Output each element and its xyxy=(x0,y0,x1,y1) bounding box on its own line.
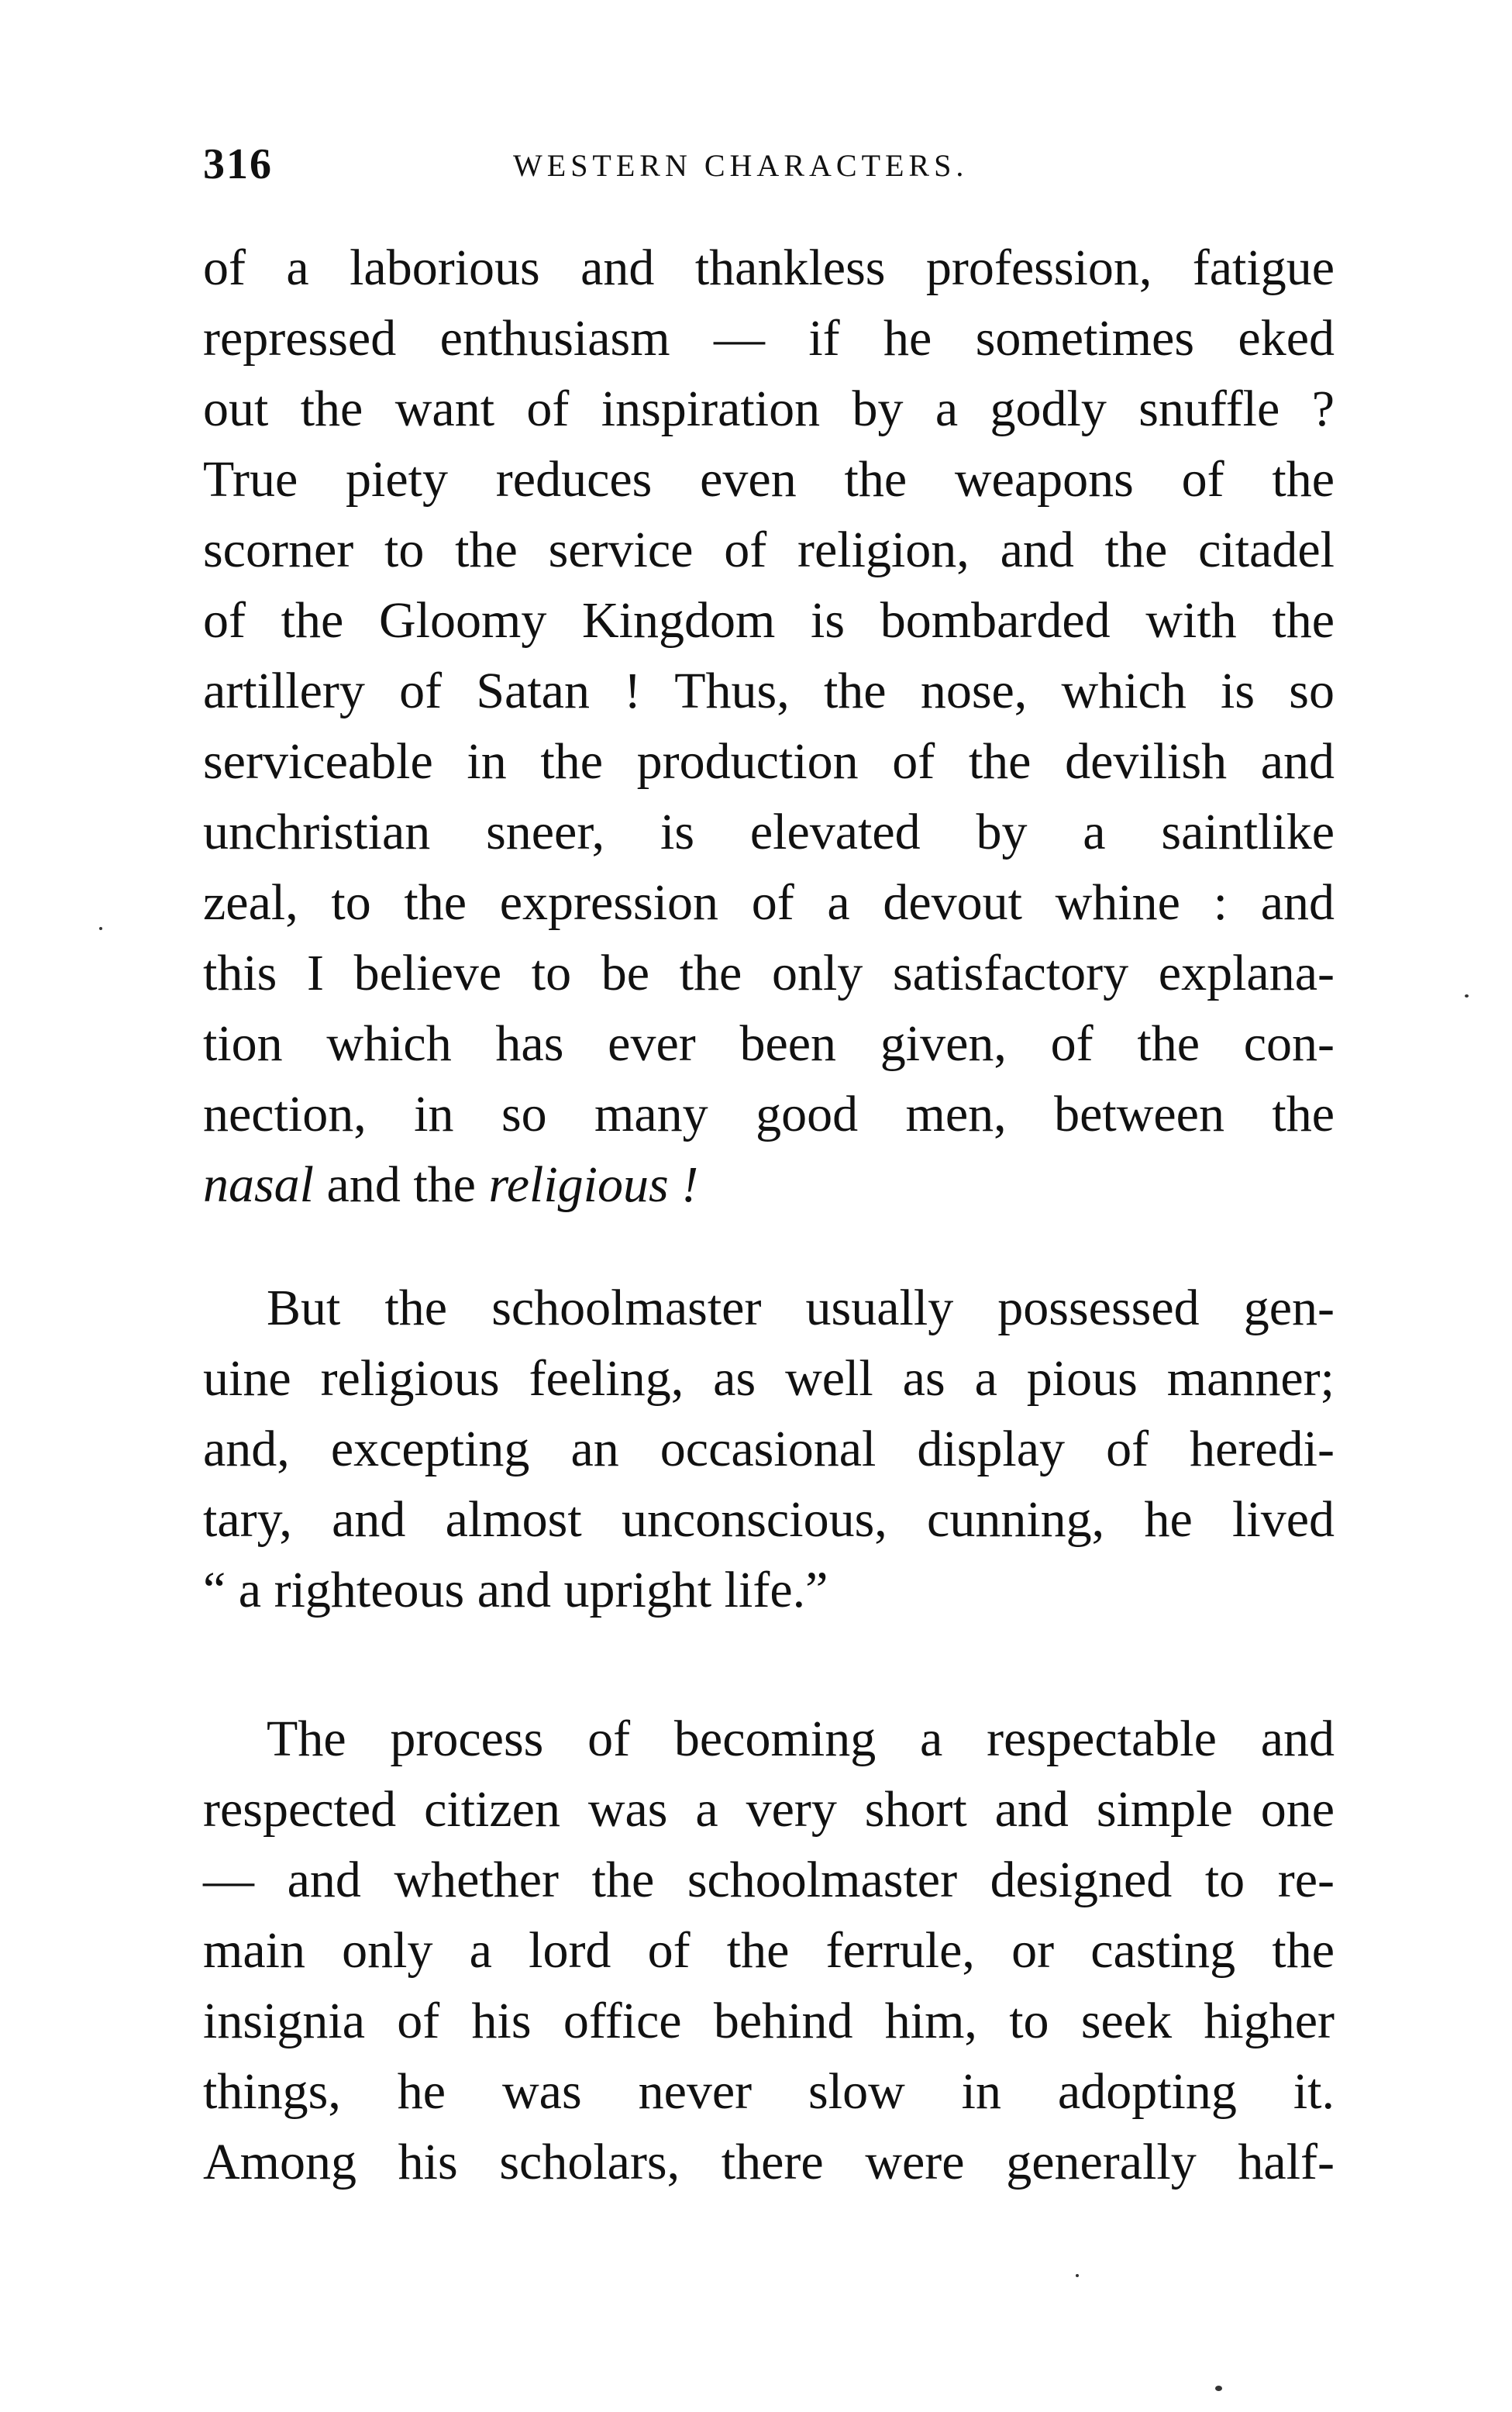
text-line: respected citizen was a very short and simple one xyxy=(203,1781,1335,1838)
text-line: of a laborious and thankless profession, fatigue xyxy=(203,239,1335,296)
paper-speck xyxy=(1465,994,1469,998)
paragraph-1 xyxy=(203,233,1335,1220)
running-head: WESTERN CHARACTERS. xyxy=(513,148,969,183)
text-line: zeal, to the expression of a devout whine : and xyxy=(203,874,1335,931)
text-line: “ a righteous and upright life.” xyxy=(203,1562,828,1618)
page-header xyxy=(203,140,1335,194)
text-line: tion which has ever been given, of the con- xyxy=(203,1015,1335,1072)
paper-speck xyxy=(1215,2386,1222,2391)
text-line: things, he was never slow in adopting it. xyxy=(203,2063,1335,2120)
italic-word-nasal: nasal xyxy=(203,1156,315,1213)
text-line-final xyxy=(203,1149,1335,1220)
text-line: this I believe to be the only satisfactory explana- xyxy=(203,945,1335,1001)
text-line: True piety reduces even the weapons of the xyxy=(203,451,1335,508)
text-line: out the want of inspiration by a godly snuffle ? xyxy=(203,381,1335,437)
text-line: — and whether the schoolmaster designed to re- xyxy=(203,1852,1335,1908)
page-number: 316 xyxy=(203,140,273,188)
paper-speck xyxy=(99,927,102,930)
paper-speck xyxy=(1076,2274,1079,2277)
text-segment: and the xyxy=(314,1156,489,1213)
text-line: Among his scholars, there were generally half- xyxy=(203,2134,1335,2190)
text-line: and, excepting an occasional display of heredi- xyxy=(203,1421,1335,1477)
text-line: serviceable in the production of the devilish and xyxy=(203,733,1335,790)
text-line: artillery of Satan ! Thus, the nose, which is so xyxy=(203,663,1335,719)
text-line: main only a lord of the ferrule, or casting the xyxy=(203,1922,1335,1979)
text-line: of the Gloomy Kingdom is bombarded with the xyxy=(203,592,1335,649)
text-line: But the schoolmaster usually possessed gen- xyxy=(267,1280,1335,1336)
text-line: uine religious feeling, as well as a pious manner; xyxy=(203,1350,1335,1407)
text-line: The process of becoming a respectable and xyxy=(267,1711,1335,1767)
text-line: unchristian sneer, is elevated by a saintlike xyxy=(203,804,1335,860)
text-line: scorner to the service of religion, and the citadel xyxy=(203,522,1335,578)
text-line: insignia of his office behind him, to seek higher xyxy=(203,1993,1335,2049)
text-line: repressed enthusiasm — if he sometimes eked xyxy=(203,310,1335,367)
italic-word-religious: religious ! xyxy=(488,1156,699,1213)
text-line: tary, and almost unconscious, cunning, he lived xyxy=(203,1491,1335,1548)
text-line: nection, in so many good men, between the xyxy=(203,1086,1335,1142)
paragraph-3 xyxy=(203,1704,1335,2197)
paragraph-2 xyxy=(203,1273,1335,1625)
